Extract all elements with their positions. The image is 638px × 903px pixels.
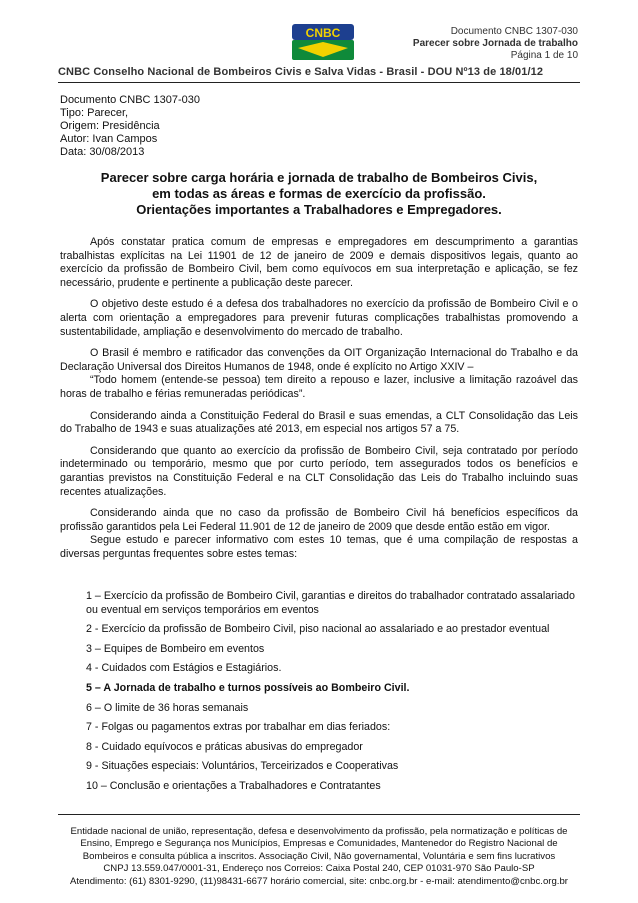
footer-line: Ensino, Emprego e Segurança nos Municípios, Empresas e Comunidades, Mantenedor do Registro Nacional de: [80, 838, 558, 850]
topic-item: 3 – Equipes de Bombeiro em eventos: [86, 642, 265, 655]
footer-line: CNPJ 13.559.047/0001-31, Endereço nos Correios: Caixa Postal 240, CEP 01031-970 São Paulo-SP: [103, 863, 535, 875]
topic-item: 8 - Cuidado equívocos e práticas abusivas do empregador: [86, 740, 363, 753]
info-line: Origem: Presidência: [60, 120, 160, 132]
topic-item: 1 – Exercício da profissão de Bombeiro Civil, garantias e direitos do trabalhador contratado assalariado ou eventual em serviços temporários em eventos: [86, 590, 575, 616]
title-line: Orientações importantes a Trabalhadores e Empregadores.: [136, 202, 502, 217]
cnbc-logo: [292, 24, 354, 60]
page-number: Página 1 de 10: [510, 50, 578, 61]
footer-rule: [58, 814, 580, 815]
topic-item-highlighted: 5 – A Jornada de trabalho e turnos possíveis ao Bombeiro Civil.: [86, 681, 410, 694]
paragraph: Considerando ainda a Constituição Federal do Brasil e suas emendas, a CLT Consolidação das Leis do Trabalho de 1943 e suas atualizações até 2013, em especial nos artigos 57 a 75.: [60, 409, 578, 436]
footer: [58, 826, 580, 888]
paragraph: Segue estudo e parecer informativo com estes 10 temas, que é uma compilação de respostas a diversas perguntas frequentes sobre estes temas:: [60, 534, 578, 560]
topic-item: 10 – Conclusão e orientações a Trabalhadores e Contratantes: [86, 779, 381, 792]
document-info: [60, 94, 200, 159]
document-body: [60, 236, 578, 569]
topic-item: 2 - Exercício da profissão de Bombeiro Civil, piso nacional ao assalariado e ao prestador eventual: [86, 623, 550, 636]
topic-item: 4 - Cuidados com Estágios e Estagiários.: [86, 662, 282, 675]
document-subject: Parecer sobre Jornada de trabalho: [412, 38, 578, 49]
topic-item: 9 - Situações especiais: Voluntários, Terceirizados e Cooperativas: [86, 760, 399, 773]
paragraph: Considerando ainda que no caso da profissão de Bombeiro Civil há benefícios específicos da profissão garantidos pela Lei Federal 11.901 de 12 de janeiro de 2009 que desde então estão em vigor.: [60, 507, 578, 533]
info-line: Data: 30/08/2013: [60, 146, 145, 158]
title-line: em todas as áreas e formas de exercício da profissão.: [152, 186, 486, 201]
footer-line: Atendimento: (61) 8301-9290, (11)98431-6677 horário comercial, site: cnbc.org.br - e-mail: atendimento@cnbc.org.br: [69, 875, 569, 887]
document-meta: [413, 26, 578, 62]
paragraph: O Brasil é membro e ratificador das convenções da OIT Organização Internacional do Trabalho e da Declaração Universal dos Direitos Humanos de 1948, onde é explícito no Artigo XXIV –: [60, 347, 578, 373]
info-line: Tipo: Parecer,: [60, 107, 129, 119]
title-line: Parecer sobre carga horária e jornada de trabalho de Bombeiros Civis,: [100, 170, 538, 185]
topics-list: [86, 590, 578, 800]
topic-item: 6 – O limite de 36 horas semanais: [86, 701, 249, 714]
paragraph: Considerando que quanto ao exercício da profissão de Bombeiro Civil, seja contratado por período indeterminado ou temporário, mesmo que por curto período, tem assegurados todos os benefícios e garantias previstos na Constituição Federal e na CLT Consolidação das Leis do Trabalho incluindo suas recentes atualizações.: [60, 444, 578, 498]
quote-paragraph: “Todo homem (entende-se pessoa) tem direito a repouso e lazer, inclusive a limitação razoável das horas de trabalho e férias remuneradas periódicas”.: [60, 374, 578, 400]
topic-item: 7 - Folgas ou pagamentos extras por trabalhar em dias feriados:: [86, 721, 391, 734]
logo-text: CNBC: [305, 26, 341, 40]
info-line: Documento CNBC 1307-030: [60, 94, 201, 106]
info-line: Autor: Ivan Campos: [60, 133, 158, 145]
paragraph: O objetivo deste estudo é a defesa dos trabalhadores no exercício da profissão de Bombeiro Civil e o alerta com orientação a empregadores para prevenir futuras complicações trabalhistas promovendo a sustentabilidade, ampliação e desenvolvimento do mercado de trabalho.: [60, 298, 578, 338]
header-banner: CNBC Conselho Nacional de Bombeiros Civis e Salva Vidas - Brasil - DOU Nº13 de 18/01/12: [58, 66, 544, 78]
footer-line: Entidade nacional de união, representação, defesa e desenvolvimento da profissão, pela normatização e políticas de: [70, 826, 568, 837]
footer-line: Bombeiros e consulta pública a inscritos. Associação Civil, Não governamental, Voluntária e sem fins lucrativos: [82, 850, 556, 862]
document-title: [60, 170, 578, 218]
paragraph: Após constatar pratica comum de empresas e empregadores em descumprimento a garantias trabalhistas explícitas na Lei 11901 de 12 de janeiro de 2009 e demais dispositivos legais, quanto ao exercício da profissão de Bombeiro Civil, bem como equívocos em sua interpretação e aplicação, se fez necessário, prudente e pertinente a publicação deste parecer.: [60, 236, 578, 289]
header-rule: [58, 82, 580, 83]
document-id: Documento CNBC 1307-030: [450, 26, 578, 37]
